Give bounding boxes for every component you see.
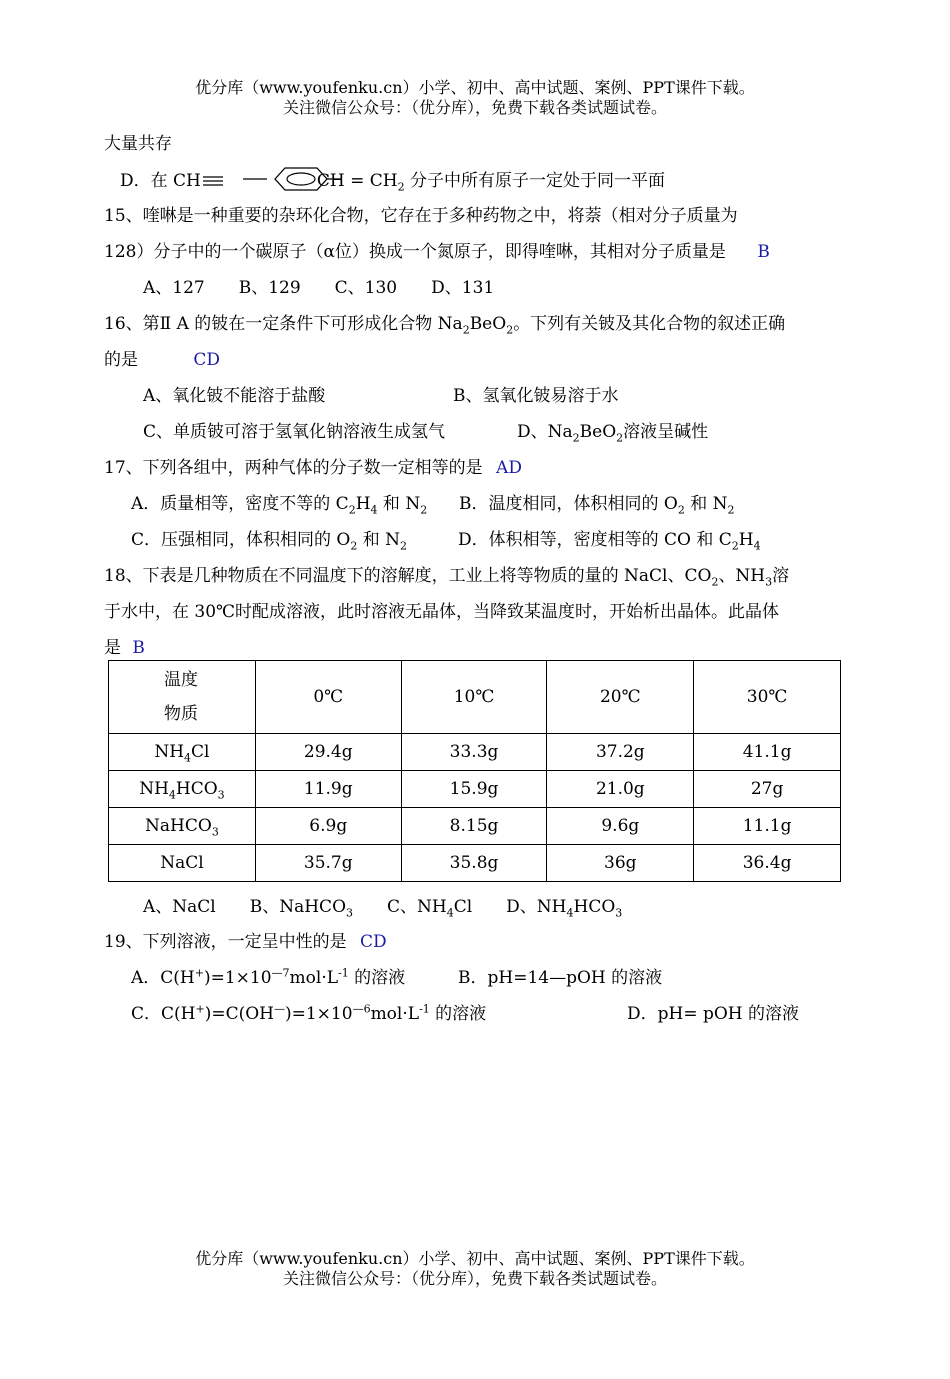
temp-header: 10℃ [401, 661, 547, 734]
q17-c-sub-2: 2 [400, 539, 408, 553]
value-cell: 8.15g [401, 808, 547, 845]
q19-option-c: C．$C(H^+)=C(OH^—)=1\times 10^{—6}mol\cdot L^{-1}$ 的溶液 [131, 1002, 487, 1024]
q17-option-d: D．体积相等，密度相等的 CO 和 $C_2H_4$ [458, 530, 761, 553]
value-cell: 36g [547, 845, 694, 882]
table-row [109, 845, 841, 882]
q15-answer: B [757, 242, 770, 262]
q16-option-b: B、氢氧化铍易溶于水 [453, 386, 619, 406]
value-cell: 35.7g [255, 845, 401, 882]
value-cell: 27g [694, 771, 841, 808]
q17-d-text: D．体积相等，密度相等的 CO 和 C [458, 530, 732, 550]
benzene-ring-icon [241, 164, 341, 199]
q17-b-sub-1: 2 [677, 503, 685, 517]
value-cell: 11.1g [694, 808, 841, 845]
q18-sub-1: 2 [711, 575, 719, 589]
footer-line-1: 优分库（www.youfenku.cn）小学、初中、高中试题、案例、PPT课件下载。 [195, 1249, 755, 1268]
q17-d-sub-2: 4 [753, 539, 761, 553]
q14-d-sub: 2 [397, 180, 405, 194]
q17-b-sub-2: 2 [727, 503, 735, 517]
q19-option-b: B．pH=14—pOH 的溶液 [458, 968, 663, 988]
q18-line-1 [104, 565, 789, 587]
table-header-row [109, 661, 841, 734]
temp-header: 0℃ [255, 661, 401, 734]
q18-line-3-text: 是 [104, 638, 121, 658]
substance-cell: $NH_4HCO_3$ [109, 771, 256, 808]
value-cell: 36.4g [694, 845, 841, 882]
solubility-table [108, 660, 841, 882]
q16-d-b: BeO [579, 422, 617, 442]
q18-options: A、NaCl B、NaHCO$_3$ C、$NH_4Cl$ D、$NH_4HCO_3$ [143, 897, 623, 920]
value-cell: 29.4g [255, 734, 401, 771]
q19-stem [104, 931, 387, 953]
temp-header: 30℃ [694, 661, 841, 734]
q17-option-b: B．温度相同，体积相同的 $O_2$ 和 $N_2$ [459, 494, 735, 517]
q16-d-sub-2: 2 [616, 431, 624, 445]
q16-option-d [517, 421, 708, 443]
q19-answer: CD [360, 932, 387, 952]
q16-sub-2: 2 [506, 323, 514, 337]
q17-a-sub-2: 4 [370, 503, 378, 517]
triple-bond-icon [201, 172, 225, 186]
q16-line-1a: 16、第Ⅱ A 的铍在一定条件下可形成化合物 Na [104, 314, 463, 334]
q15-line-2-text: 128）分子中的一个碳原子（α位）换成一个氮原子，即得喹啉，其相对分子质量是 [104, 242, 726, 262]
q16-answer: CD [193, 350, 221, 370]
q14-continuation: 大量共存 [104, 134, 172, 154]
q16-line-1c: 。下列有关铍及其化合物的叙述正确 [513, 314, 786, 334]
table-row [109, 734, 841, 771]
value-cell: 9.6g [547, 808, 694, 845]
value-cell: 11.9g [255, 771, 401, 808]
value-cell: 15.9g [401, 771, 547, 808]
q18-sub-2: 3 [765, 575, 773, 589]
q19-option-d: D．pH= pOH 的溶液 [627, 1004, 800, 1024]
corner-substance-label: 物质 [164, 704, 198, 724]
q17-option-c: C．压强相同，体积相同的 $O_2$ 和 $N_2$ [131, 530, 408, 553]
q18-line-2: 于水中，在 30℃时配成溶液，此时溶液无晶体，当降致某温度时，开始析出晶体。此晶体 [104, 602, 780, 622]
q17-stem [104, 457, 522, 479]
q17-b-text: B．温度相同，体积相同的 O [459, 494, 678, 514]
value-cell: 33.3g [401, 734, 547, 771]
q18-line-1c: 溶 [772, 566, 790, 586]
q17-option-a: A．质量相等，密度不等的 $C_2H_4$ 和 $N_2$ [131, 494, 428, 517]
q17-a-sub-3: 2 [420, 503, 428, 517]
substance-cell: $NH_4Cl$ [109, 734, 256, 771]
q17-a-text: A．质量相等，密度不等的 C [131, 494, 349, 514]
table-corner-cell [109, 661, 256, 734]
q14-d-prefix: D．在 CH [120, 171, 201, 191]
q17-c-text: C．压强相同，体积相同的 O [131, 530, 351, 550]
q19-option-a: A．$C(H^+)=1\times 10^{—7}mol\cdot L^{-1}$ 的溶液 [131, 966, 406, 988]
q18-line-1-text: 18、下表是几种物质在不同温度下的溶解度，工业上将等物质的量的 NaCl、CO [104, 566, 712, 586]
table-row [109, 771, 841, 808]
q17-c-sub-1: 2 [350, 539, 358, 553]
substance-cell: NaCl [109, 845, 256, 882]
value-cell: 6.9g [255, 808, 401, 845]
q16-option-c: C、单质铍可溶于氢氧化钠溶液生成氢气 [143, 422, 446, 442]
q16-d-a: D、Na [517, 422, 573, 442]
substance-cell: NaHCO$_3$ [109, 808, 256, 845]
q16-line-1 [104, 313, 785, 335]
corner-temp-label: 温度 [164, 670, 198, 690]
q16-d-sub-1: 2 [572, 431, 580, 445]
q18-line-3 [104, 637, 145, 659]
q15-line-1: 15、喹啉是一种重要的杂环化合物，它存在于多种药物之中，将萘（相对分子质量为 [104, 206, 738, 226]
q17-d-sub-1: 2 [731, 539, 739, 553]
q17-stem-text: 17、下列各组中，两种气体的分子数一定相等的是 [104, 458, 483, 478]
value-cell: 37.2g [547, 734, 694, 771]
q16-line-2-text: 的是 [104, 350, 138, 370]
q19-stem-text: 19、下列溶液，一定呈中性的是 [104, 932, 347, 952]
q16-line-1b: BeO [469, 314, 507, 334]
header-line-1: 优分库（www.youfenku.cn）小学、初中、高中试题、案例、PPT课件下载。 [195, 78, 755, 97]
value-cell: 41.1g [694, 734, 841, 771]
footer-line-2: 关注微信公众号：（优分库），免费下载各类试题试卷。 [282, 1269, 667, 1288]
q17-answer: AD [496, 458, 522, 478]
q16-option-a: A、氧化铍不能溶于盐酸 [143, 386, 326, 406]
value-cell: 35.8g [401, 845, 547, 882]
header-line-2: 关注微信公众号：（优分库），免费下载各类试题试卷。 [282, 98, 667, 117]
q14-d-rest-a: CH = CH [316, 171, 398, 191]
q16-sub-1: 2 [462, 323, 470, 337]
temp-header: 20℃ [547, 661, 694, 734]
q18-line-1b: 、NH [718, 566, 766, 586]
q14-d-rest-b: 分子中所有原子一定处于同一平面 [404, 171, 665, 191]
q15-options: A、127 B、129 C、130 D、131 [143, 278, 495, 298]
q16-line-2 [104, 349, 220, 371]
q16-d-c: 溶液呈碱性 [623, 422, 709, 442]
q17-a-sub-1: 2 [348, 503, 356, 517]
q15-line-2 [104, 241, 770, 263]
value-cell: 21.0g [547, 771, 694, 808]
q18-answer: B [132, 638, 145, 658]
table-row [109, 808, 841, 845]
q14-option-d [120, 170, 665, 192]
